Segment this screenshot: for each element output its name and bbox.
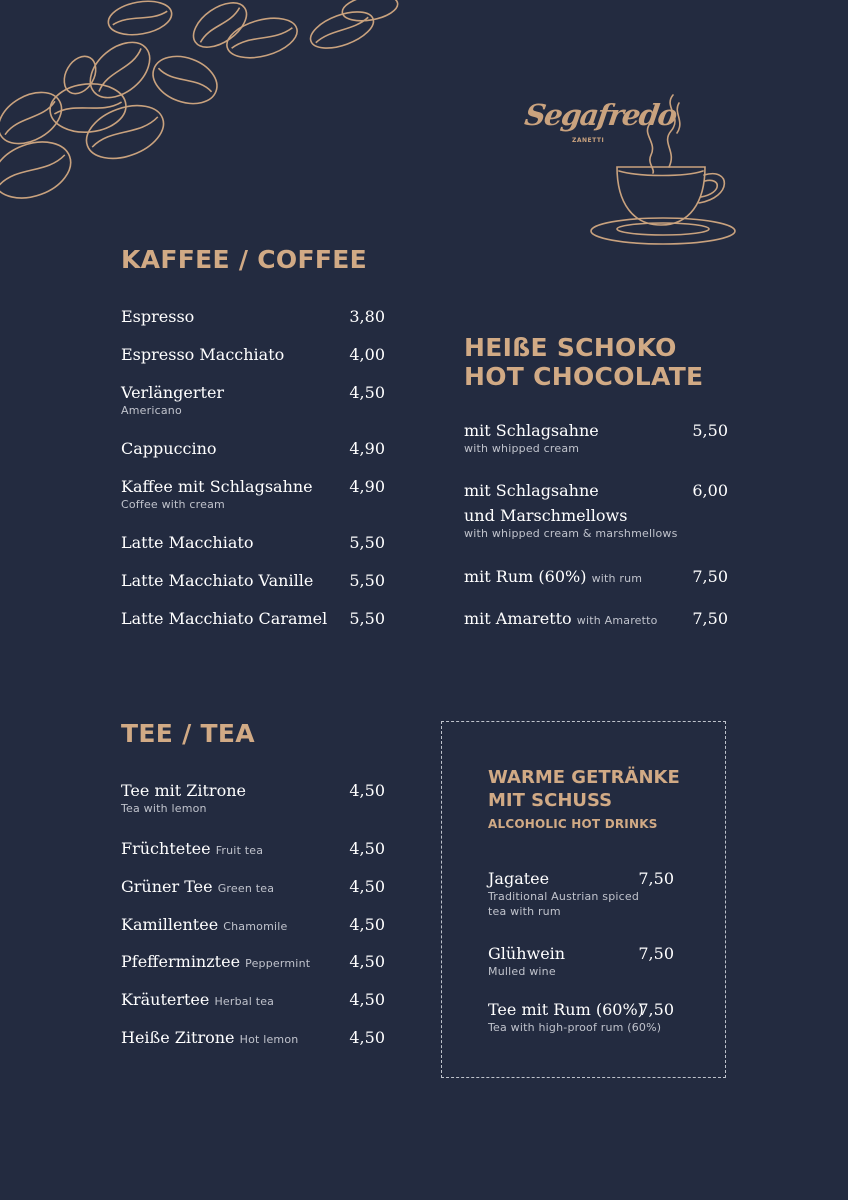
item-translation-line2: tea with rum — [488, 905, 561, 918]
menu-item — [464, 481, 728, 540]
item-translation: Hot lemon — [239, 1033, 299, 1046]
menu-item — [121, 477, 385, 511]
menu-item — [464, 609, 728, 628]
menu-item — [121, 990, 385, 1009]
item-translation: with rum — [591, 572, 643, 585]
menu-item — [121, 952, 385, 971]
chocolate-title-line2: HOT CHOCOLATE — [464, 362, 704, 391]
item-name: Grüner Tee — [121, 877, 213, 896]
menu-item — [121, 609, 385, 628]
item-translation: with whipped cream — [464, 442, 580, 455]
item-name: Pfefferminztee — [121, 952, 241, 971]
item-name: Verlängerter — [121, 383, 225, 402]
item-name: mit Schlagsahne — [464, 481, 599, 500]
menu-item — [488, 869, 674, 918]
coffee-section-title: KAFFEE / COFFEE — [121, 245, 367, 274]
item-translation: Traditional Austrian spiced — [488, 890, 640, 903]
item-price: 4,50 — [349, 781, 385, 800]
menu-item — [121, 533, 385, 552]
item-translation: Green tea — [217, 882, 275, 895]
item-price: 5,50 — [692, 421, 728, 440]
item-name: Espresso Macchiato — [121, 345, 285, 364]
menu-item — [121, 383, 385, 417]
item-price: 5,50 — [349, 533, 385, 552]
menu-item — [488, 944, 674, 978]
item-name-line2: und Marschmellows — [464, 506, 628, 525]
item-name: mit Rum (60%) — [464, 567, 587, 586]
chocolate-title-line1: HEIßE SCHOKO — [464, 333, 677, 362]
item-price: 7,50 — [692, 609, 728, 628]
menu-item — [464, 567, 728, 586]
item-name: Latte Macchiato Caramel — [121, 609, 328, 628]
item-name: Latte Macchiato Vanille — [121, 571, 314, 590]
item-name: Cappuccino — [121, 439, 217, 458]
item-price: 7,50 — [638, 869, 674, 888]
item-name: Espresso — [121, 307, 195, 326]
item-name: Heiße Zitrone — [121, 1028, 235, 1047]
menu-item — [488, 1000, 674, 1034]
menu-item — [121, 781, 385, 815]
item-translation: Tea with high-proof rum (60%) — [488, 1021, 662, 1034]
menu-item — [121, 439, 385, 458]
item-translation: with whipped cream & marshmellows — [464, 527, 678, 540]
item-price: 4,50 — [349, 915, 385, 934]
item-price: 4,50 — [349, 1028, 385, 1047]
item-name: mit Schlagsahne — [464, 421, 599, 440]
menu-item — [121, 839, 385, 858]
menu-item — [121, 915, 385, 934]
item-name: Kräutertee — [121, 990, 210, 1009]
item-price: 7,50 — [638, 944, 674, 963]
menu-item — [464, 421, 728, 455]
item-price: 5,50 — [349, 571, 385, 590]
item-translation: Herbal tea — [214, 995, 275, 1008]
chocolate-section-title — [464, 333, 703, 391]
alcoholic-title-line1: WARME GETRÄNKE — [488, 767, 680, 788]
item-price: 5,50 — [349, 609, 385, 628]
item-translation: Peppermint — [245, 957, 311, 970]
menu-item — [121, 877, 385, 896]
menu-item — [121, 345, 385, 364]
alcoholic-title-line2: MIT SCHUSS — [488, 790, 613, 811]
tea-section-title: TEE / TEA — [121, 719, 255, 748]
item-name: Kamillentee — [121, 915, 219, 934]
item-translation: Americano — [121, 404, 182, 417]
item-translation: Chamomile — [223, 920, 288, 933]
item-price: 4,50 — [349, 877, 385, 896]
item-price: 4,50 — [349, 990, 385, 1009]
item-price: 4,50 — [349, 383, 385, 402]
item-translation: Tea with lemon — [121, 802, 207, 815]
item-name: Tee mit Zitrone — [121, 781, 246, 800]
item-translation: Mulled wine — [488, 965, 556, 978]
item-name: mit Amaretto — [464, 609, 572, 628]
item-name: Kaffee mit Schlagsahne — [121, 477, 313, 496]
alcoholic-subtitle: ALCOHOLIC HOT DRINKS — [488, 817, 658, 831]
item-price: 4,90 — [349, 477, 385, 496]
item-translation: with Amaretto — [576, 614, 658, 627]
item-name: Glühwein — [488, 944, 566, 963]
item-translation: Coffee with cream — [121, 498, 225, 511]
item-name: Früchtetee — [121, 839, 211, 858]
alcoholic-section-title — [488, 766, 680, 812]
item-price: 3,80 — [349, 307, 385, 326]
item-name: Tee mit Rum (60%) — [488, 1000, 644, 1019]
item-price: 4,00 — [349, 345, 385, 364]
item-price: 4,50 — [349, 952, 385, 971]
item-translation: Fruit tea — [215, 844, 264, 857]
alcoholic-drinks-box — [441, 721, 726, 1078]
menu-item — [121, 1028, 385, 1047]
zanetti-logo-text: ZANETTI — [572, 137, 605, 144]
menu-item — [121, 571, 385, 590]
item-price: 7,50 — [638, 1000, 674, 1019]
item-price: 4,90 — [349, 439, 385, 458]
segafredo-logo: Segafredo — [522, 98, 679, 132]
item-name: Latte Macchiato — [121, 533, 254, 552]
menu-item — [121, 307, 385, 326]
coffee-cup-icon — [585, 85, 745, 250]
coffee-beans-illustration — [0, 0, 410, 210]
item-price: 4,50 — [349, 839, 385, 858]
item-name: Jagatee — [488, 869, 550, 888]
item-price: 6,00 — [692, 481, 728, 500]
item-price: 7,50 — [692, 567, 728, 586]
